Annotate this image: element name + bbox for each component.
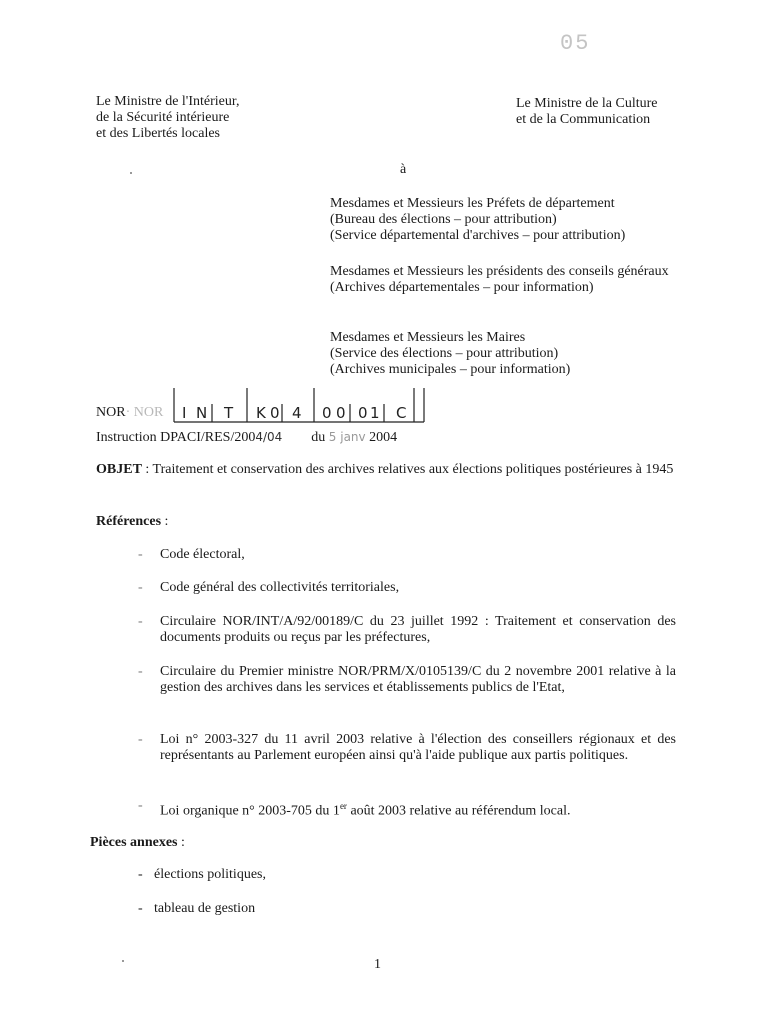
reference-text-organic-law: Loi organique n° 2003-705 du 1er août 2003 relative au référendum local. <box>160 801 571 819</box>
sender-left-line: de la Sécurité intérieure <box>96 110 230 125</box>
recipient-line: (Archives municipales – pour information) <box>330 362 571 377</box>
sender-right-line: et de la Communication <box>516 112 651 127</box>
nor-code-char: 0 <box>336 404 346 422</box>
list-dash: - <box>138 798 143 813</box>
reference-text: Code général des collectivités territoriales, <box>160 580 400 595</box>
sender-right-line: Le Ministre de la Culture <box>516 96 658 111</box>
sender-culture-ministry <box>516 96 716 128</box>
list-dash: - <box>138 580 143 595</box>
sender-left-line: et des Libertés locales <box>96 126 221 141</box>
recipient-block-councils <box>330 264 680 296</box>
annex-text: tableau de gestion <box>154 901 256 916</box>
annex-text: élections politiques, <box>154 867 266 882</box>
list-dash: - <box>138 732 143 747</box>
reference-text: Loi n° 2003-327 du 11 avril 2003 relative à l'élection des conseillers régionaux et des représentants au Parlement européen ainsi qu'à l'aide publique aux partis politiques. <box>160 732 676 763</box>
reference-text: Code électoral, <box>160 547 245 562</box>
ordinal-superscript: er <box>339 801 347 811</box>
object-text: : Traitement et conservation des archives relatives aux élections politiques postérieures à 1945 <box>141 462 674 477</box>
recipient-line: Mesdames et Messieurs les Préfets de département <box>330 196 615 211</box>
list-dash: - <box>138 901 143 916</box>
annexes-colon: : <box>177 835 185 850</box>
nor-code-char: 0 <box>358 404 368 422</box>
addressee-marker: à <box>400 162 407 177</box>
nor-code-char: 0 <box>270 404 280 422</box>
instruction-label: Instruction DPACI/RES/200 <box>96 430 256 445</box>
recipient-line: (Service départemental d'archives – pour attribution) <box>330 228 626 243</box>
references-title: Références <box>96 514 162 529</box>
list-dash: - <box>138 614 143 629</box>
nor-code-char: C <box>396 404 407 422</box>
reference-text: Circulaire NOR/INT/A/92/00189/C du 23 juillet 1992 : Traitement et conservation des documents produits ou reçus par les préfectures, <box>160 614 676 645</box>
recipient-line: Mesdames et Messieurs les présidents des conseils généraux <box>330 264 669 279</box>
nor-code-char: 1 <box>370 404 380 422</box>
date-label: du <box>311 430 326 445</box>
nor-code-char: T <box>224 404 234 422</box>
recipient-line: (Service des élections – pour attribution) <box>330 346 559 361</box>
scan-speck <box>122 960 124 962</box>
date-handwritten: 5 janv <box>328 430 366 444</box>
annexes-title: Pièces annexes <box>90 835 178 850</box>
nor-code-char: 0 <box>322 404 332 422</box>
recipient-line: (Bureau des élections – pour attribution) <box>330 212 557 227</box>
instruction-handwritten-number: 4/04 <box>255 430 283 444</box>
nor-code-char: I <box>182 404 187 422</box>
references-heading <box>96 514 168 530</box>
reference-text: Circulaire du Premier ministre NOR/PRM/X/0105139/C du 2 novembre 2001 relative à la gestion des archives dans les services et établissements publics de l'Etat, <box>160 664 676 695</box>
list-dash: - <box>138 547 143 562</box>
recipient-line: Mesdames et Messieurs les Maires <box>330 330 526 345</box>
object-label: OBJET <box>96 462 142 477</box>
page-number: 1 <box>374 957 381 972</box>
list-dash: - <box>138 867 143 882</box>
nor-faint-text: · NOR <box>125 405 164 420</box>
annexes-heading <box>90 835 185 851</box>
sender-left-line: Le Ministre de l'Intérieur, <box>96 94 240 109</box>
nor-code-char: K <box>256 404 266 422</box>
object-paragraph <box>96 462 676 478</box>
nor-code-char: 4 <box>292 404 302 422</box>
instruction-reference <box>96 429 516 446</box>
nor-label-text: NOR <box>96 405 126 420</box>
date-year: 2004 <box>369 430 398 445</box>
received-stamp: 05 <box>560 31 591 56</box>
recipient-line: (Archives départementales – pour information) <box>330 280 594 295</box>
recipient-block-prefects <box>330 196 680 244</box>
list-dash: - <box>138 664 143 679</box>
recipient-block-mayors <box>330 330 680 378</box>
nor-code-char: N <box>196 404 208 422</box>
references-colon: : <box>161 514 169 529</box>
sender-interior-ministry <box>96 94 356 142</box>
nor-code-boxes <box>152 384 452 424</box>
scan-speck <box>130 172 132 174</box>
